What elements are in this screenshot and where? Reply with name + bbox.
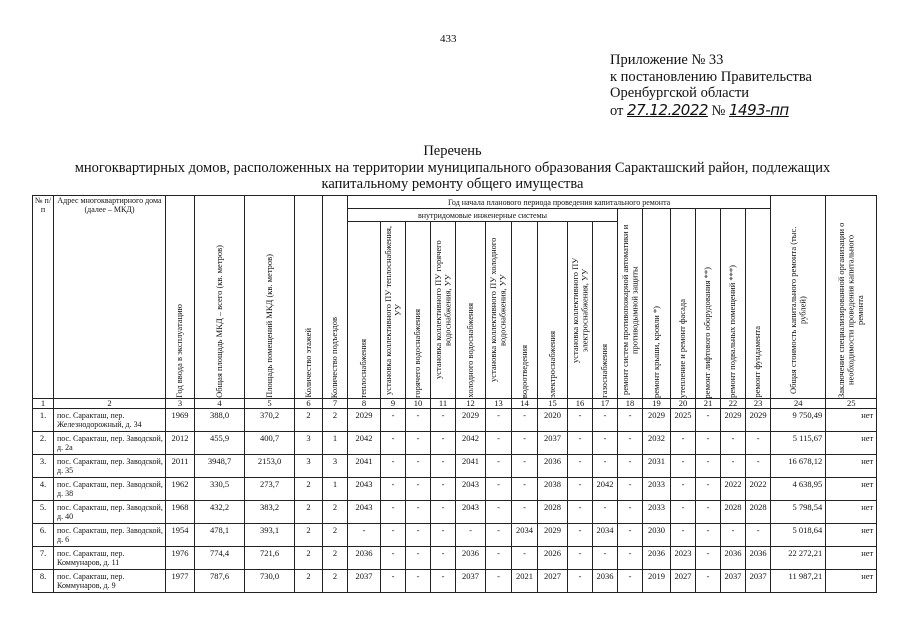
head-hot-water-meter: установка коллективного ПУ горячего водоснабжения, УУ xyxy=(431,222,456,399)
head-no: № п/п xyxy=(33,196,54,399)
table-cell: - xyxy=(618,478,643,501)
head-basement: ремонт подвальных помещений ***) xyxy=(721,209,746,399)
table-row xyxy=(33,409,877,432)
column-number: 16 xyxy=(568,399,593,409)
table-cell: 388,0 xyxy=(195,409,245,432)
table-cell: 1962 xyxy=(166,478,195,501)
handwritten-number: 1493-пп xyxy=(729,100,789,119)
table-cell: 330,5 xyxy=(195,478,245,501)
table-cell: 5 798,54 xyxy=(771,501,826,524)
column-number: 2 xyxy=(54,399,166,409)
table-cell: - xyxy=(568,478,593,501)
row-address: пос. Саракташ, пер. Заводской, д. 2а xyxy=(54,432,166,455)
table-cell: - xyxy=(486,455,512,478)
table-cell: - xyxy=(568,524,593,547)
table-cell: - xyxy=(696,524,721,547)
table-cell: - xyxy=(381,409,406,432)
table-cell: 432,2 xyxy=(195,501,245,524)
row-address: пос. Саракташ, пер. Заводской, д. 6 xyxy=(54,524,166,547)
table-cell: 2038 xyxy=(538,478,568,501)
table-cell: - xyxy=(696,570,721,593)
table-cell: 11 987,21 xyxy=(771,570,826,593)
table-cell: - xyxy=(381,478,406,501)
appendix-ot: от xyxy=(610,102,624,119)
table-cell: нет xyxy=(826,478,877,501)
row-address: пос. Саракташ, пер. Коммунаров, д. 9 xyxy=(54,570,166,593)
table-cell: - xyxy=(746,432,771,455)
column-number: 3 xyxy=(166,399,195,409)
table-cell: - xyxy=(431,570,456,593)
table-cell: - xyxy=(568,432,593,455)
table-cell: нет xyxy=(826,570,877,593)
table-cell: 721,6 xyxy=(245,547,295,570)
table-cell: 3 xyxy=(295,432,323,455)
table-cell: 3 xyxy=(295,455,323,478)
table-cell: 2153,0 xyxy=(245,455,295,478)
table-cell: - xyxy=(512,547,538,570)
table-cell: - xyxy=(406,478,431,501)
table-cell: 2036 xyxy=(643,547,671,570)
column-number: 8 xyxy=(348,399,381,409)
row-number: 6. xyxy=(33,524,54,547)
table-cell: - xyxy=(381,524,406,547)
column-number: 14 xyxy=(512,399,538,409)
table-cell: 2027 xyxy=(538,570,568,593)
table-cell: 2028 xyxy=(721,501,746,524)
table-cell: - xyxy=(618,409,643,432)
table-cell: - xyxy=(406,409,431,432)
table-cell: - xyxy=(593,455,618,478)
table-cell: - xyxy=(721,455,746,478)
table-cell: - xyxy=(721,432,746,455)
column-number: 21 xyxy=(696,399,721,409)
table-cell: 2043 xyxy=(348,478,381,501)
column-number: 1 xyxy=(33,399,54,409)
table-cell: 2041 xyxy=(348,455,381,478)
table-cell: 2020 xyxy=(538,409,568,432)
table-cell: 9 750,49 xyxy=(771,409,826,432)
row-number: 7. xyxy=(33,547,54,570)
table-row xyxy=(33,455,877,478)
table-cell: нет xyxy=(826,501,877,524)
table-body xyxy=(33,399,877,593)
table-cell: 2042 xyxy=(348,432,381,455)
table-row xyxy=(33,478,877,501)
table-cell: 2034 xyxy=(512,524,538,547)
head-total-area: Общая площадь МКД – всего (кв. метров) xyxy=(195,196,245,399)
table-cell: - xyxy=(512,455,538,478)
table-cell: 2 xyxy=(323,409,348,432)
table-cell: нет xyxy=(826,409,877,432)
table-cell: 16 678,12 xyxy=(771,455,826,478)
table-cell: - xyxy=(568,455,593,478)
table-cell: нет xyxy=(826,547,877,570)
table-cell: - xyxy=(512,478,538,501)
table-cell: - xyxy=(671,432,696,455)
table-cell: - xyxy=(696,501,721,524)
column-number: 20 xyxy=(671,399,696,409)
table-cell: 2022 xyxy=(721,478,746,501)
table-cell: 2025 xyxy=(671,409,696,432)
table-cell: - xyxy=(593,501,618,524)
table-cell: 393,1 xyxy=(245,524,295,547)
table-cell: 5 018,64 xyxy=(771,524,826,547)
table-cell: - xyxy=(618,432,643,455)
row-address: пос. Саракташ, пер. Заводской, д. 35 xyxy=(54,455,166,478)
table-cell: 1969 xyxy=(166,409,195,432)
head-total-cost: Общая стоимость капитального ремонта (тыс. рублей) xyxy=(771,196,826,399)
appendix-line-4 xyxy=(610,102,812,120)
appendix-line-3: Оренбургской области xyxy=(610,85,750,101)
table-cell: 787,6 xyxy=(195,570,245,593)
table-cell: 2042 xyxy=(456,432,486,455)
appendix-number-sign: № xyxy=(711,102,726,119)
appendix-line-1: Приложение № 33 xyxy=(610,52,724,68)
table-cell: 2019 xyxy=(643,570,671,593)
table-cell: 2012 xyxy=(166,432,195,455)
page-number: 433 xyxy=(440,33,457,45)
row-address: пос. Саракташ, пер. Коммунаров, д. 11 xyxy=(54,547,166,570)
table-cell: 1968 xyxy=(166,501,195,524)
head-conclusion: Заключение специализированной организации о необходимости проведения капитального ремонта xyxy=(826,196,877,399)
row-number: 5. xyxy=(33,501,54,524)
table-cell: - xyxy=(406,524,431,547)
table-cell: 2028 xyxy=(746,501,771,524)
table-cell: - xyxy=(746,524,771,547)
table-cell: - xyxy=(406,432,431,455)
head-roof: ремонт крыши, кровли *) xyxy=(643,209,671,399)
table-cell: - xyxy=(618,455,643,478)
table-cell: - xyxy=(618,547,643,570)
head-floors: Количество этажей xyxy=(295,196,323,399)
head-address: Адрес многоквартирного дома (далее – МКД) xyxy=(54,196,166,399)
column-number: 11 xyxy=(431,399,456,409)
table-cell: - xyxy=(431,455,456,478)
column-number: 6 xyxy=(295,399,323,409)
table-cell: 1976 xyxy=(166,547,195,570)
table-cell: 2 xyxy=(295,478,323,501)
column-number: 15 xyxy=(538,399,568,409)
table-cell: 2036 xyxy=(348,547,381,570)
table-cell: - xyxy=(381,501,406,524)
table-cell: 2 xyxy=(295,409,323,432)
row-number: 4. xyxy=(33,478,54,501)
table-cell: 2029 xyxy=(721,409,746,432)
head-cold-water-meter: установка коллективного ПУ холодного водоснабжения, УУ xyxy=(486,222,512,399)
column-number: 17 xyxy=(593,399,618,409)
table-cell: 2023 xyxy=(671,547,696,570)
table-cell: 2037 xyxy=(721,570,746,593)
table-cell: - xyxy=(486,409,512,432)
table-cell: нет xyxy=(826,524,877,547)
table-cell: - xyxy=(486,478,512,501)
table-row xyxy=(33,524,877,547)
table-cell: 2 xyxy=(323,570,348,593)
table-cell: 2 xyxy=(323,501,348,524)
table-cell: нет xyxy=(826,432,877,455)
table-cell: - xyxy=(431,409,456,432)
table-cell: 2033 xyxy=(643,501,671,524)
table-cell: - xyxy=(512,409,538,432)
table-cell: - xyxy=(696,547,721,570)
row-number: 2. xyxy=(33,432,54,455)
table-cell: 1977 xyxy=(166,570,195,593)
table-cell: 2 xyxy=(295,570,323,593)
table-cell: - xyxy=(381,455,406,478)
table-cell: 2036 xyxy=(746,547,771,570)
row-address: пос. Саракташ, пер. Заводской, д. 40 xyxy=(54,501,166,524)
column-number: 22 xyxy=(721,399,746,409)
table-cell: 2022 xyxy=(746,478,771,501)
table-cell: 2 xyxy=(295,547,323,570)
table-cell: - xyxy=(593,432,618,455)
document-title xyxy=(30,143,875,193)
table-cell: 22 272,21 xyxy=(771,547,826,570)
table-cell: - xyxy=(486,570,512,593)
column-number: 18 xyxy=(618,399,643,409)
table-cell: нет xyxy=(826,455,877,478)
head-premises-area: Площадь помещений МКД (кв. метров) xyxy=(245,196,295,399)
table-cell: 2029 xyxy=(456,409,486,432)
table-cell: - xyxy=(568,501,593,524)
table-cell: 2021 xyxy=(512,570,538,593)
table-cell: - xyxy=(618,524,643,547)
table-cell: - xyxy=(671,524,696,547)
table-cell: - xyxy=(512,501,538,524)
table-cell: 478,1 xyxy=(195,524,245,547)
table-cell: 1 xyxy=(323,478,348,501)
table-cell: 2043 xyxy=(348,501,381,524)
column-number: 9 xyxy=(381,399,406,409)
table-cell: 2037 xyxy=(456,570,486,593)
table-cell: 2032 xyxy=(643,432,671,455)
table-cell: - xyxy=(721,524,746,547)
table-cell: 273,7 xyxy=(245,478,295,501)
table-row xyxy=(33,501,877,524)
table-cell: - xyxy=(381,570,406,593)
table-cell: 383,2 xyxy=(245,501,295,524)
head-foundation: ремонт фундамента xyxy=(746,209,771,399)
table-row xyxy=(33,547,877,570)
column-number: 19 xyxy=(643,399,671,409)
table-cell: 2041 xyxy=(456,455,486,478)
table-cell: 774,4 xyxy=(195,547,245,570)
table-cell: 2037 xyxy=(538,432,568,455)
table-cell: 3948,7 xyxy=(195,455,245,478)
head-fire-systems: ремонт систем противопожарной автоматики и противодымной защиты xyxy=(618,209,643,399)
table-cell: - xyxy=(381,547,406,570)
table-cell: 2042 xyxy=(593,478,618,501)
table-cell: - xyxy=(696,478,721,501)
column-number: 23 xyxy=(746,399,771,409)
head-elevator: ремонт лифтового оборудования **) xyxy=(696,209,721,399)
table-cell: - xyxy=(696,432,721,455)
column-number: 24 xyxy=(771,399,826,409)
row-number: 3. xyxy=(33,455,54,478)
table-cell: - xyxy=(431,501,456,524)
head-heat: теплоснабжения xyxy=(348,222,381,399)
table-cell: 2036 xyxy=(593,570,618,593)
table-cell: 2026 xyxy=(538,547,568,570)
table-cell: - xyxy=(406,570,431,593)
table-cell: - xyxy=(486,524,512,547)
head-year: Год ввода в эксплуатацию xyxy=(166,196,195,399)
table-cell: - xyxy=(431,547,456,570)
table-cell: 2033 xyxy=(643,478,671,501)
column-number: 4 xyxy=(195,399,245,409)
column-number: 13 xyxy=(486,399,512,409)
table-cell: - xyxy=(456,524,486,547)
table-cell: - xyxy=(431,478,456,501)
row-address: пос. Саракташ, пер. Железнодорожный, д. 34 xyxy=(54,409,166,432)
table-cell: 2029 xyxy=(348,409,381,432)
table-cell: - xyxy=(512,432,538,455)
table-row xyxy=(33,570,877,593)
table-cell: 3 xyxy=(323,455,348,478)
table-cell: 4 638,95 xyxy=(771,478,826,501)
table-cell: 2037 xyxy=(746,570,771,593)
table-cell: - xyxy=(486,547,512,570)
title-line-1: Перечень xyxy=(423,143,482,159)
appendix-block xyxy=(610,52,812,119)
column-number: 25 xyxy=(826,399,877,409)
table-cell: - xyxy=(348,524,381,547)
column-number: 12 xyxy=(456,399,486,409)
table-cell: - xyxy=(486,432,512,455)
buildings-table xyxy=(32,195,877,593)
head-heat-meter: установка коллективного ПУ теплоснабжения, УУ xyxy=(381,222,406,399)
table-cell: - xyxy=(618,501,643,524)
table-cell: 2036 xyxy=(538,455,568,478)
table-cell: 2031 xyxy=(643,455,671,478)
row-address: пос. Саракташ, пер. Заводской, д. 38 xyxy=(54,478,166,501)
head-group-title: Год начала планового периода проведения капитального ремонта xyxy=(348,196,771,209)
table-cell: 2036 xyxy=(721,547,746,570)
table-cell: 5 115,67 xyxy=(771,432,826,455)
table-cell: 2 xyxy=(323,547,348,570)
table-cell: - xyxy=(671,501,696,524)
table-cell: - xyxy=(671,478,696,501)
table-cell: 2029 xyxy=(538,524,568,547)
table-cell: 2034 xyxy=(593,524,618,547)
table-cell: - xyxy=(406,501,431,524)
column-number-row xyxy=(33,399,877,409)
table-cell: - xyxy=(406,455,431,478)
table-cell: 2 xyxy=(295,501,323,524)
table-cell: 2037 xyxy=(348,570,381,593)
head-electricity-meter: установка коллективного ПУ электроснабжения, УУ xyxy=(568,222,593,399)
table-cell: 2043 xyxy=(456,501,486,524)
head-facade: утепление и ремонт фасада xyxy=(671,209,696,399)
table-cell: 2027 xyxy=(671,570,696,593)
handwritten-date: 27.12.2022 xyxy=(627,100,708,119)
table-cell: - xyxy=(593,547,618,570)
head-entrances: Количество подъездов xyxy=(323,196,348,399)
table-cell: - xyxy=(593,409,618,432)
table-cell: - xyxy=(671,455,696,478)
column-number: 10 xyxy=(406,399,431,409)
table-cell: - xyxy=(696,409,721,432)
column-number: 5 xyxy=(245,399,295,409)
table-cell: - xyxy=(746,455,771,478)
title-line-3: капитальному ремонту общего имущества xyxy=(321,176,584,192)
table-cell: 2029 xyxy=(746,409,771,432)
table-cell: 2030 xyxy=(643,524,671,547)
table-cell: - xyxy=(381,432,406,455)
table-cell: - xyxy=(568,570,593,593)
table-cell: - xyxy=(568,409,593,432)
table-cell: 2 xyxy=(323,524,348,547)
table-row xyxy=(33,432,877,455)
head-subgroup-title: внутридомовые инженерные системы xyxy=(348,209,618,222)
table-cell: - xyxy=(696,455,721,478)
row-number: 8. xyxy=(33,570,54,593)
table-cell: - xyxy=(618,570,643,593)
head-cold-water: холодного водоснабжения xyxy=(456,222,486,399)
table-cell: - xyxy=(568,547,593,570)
appendix-line-2: к постановлению Правительства xyxy=(610,68,812,85)
table-cell: - xyxy=(431,524,456,547)
table-cell: - xyxy=(431,432,456,455)
column-number: 7 xyxy=(323,399,348,409)
table-cell: 2029 xyxy=(643,409,671,432)
table-cell: 2043 xyxy=(456,478,486,501)
table-cell: 2 xyxy=(295,524,323,547)
table-cell: 730,0 xyxy=(245,570,295,593)
table-cell: 1 xyxy=(323,432,348,455)
head-drainage: водоотведения xyxy=(512,222,538,399)
table-cell: - xyxy=(406,547,431,570)
table-cell: 2011 xyxy=(166,455,195,478)
table-cell: - xyxy=(486,501,512,524)
head-gas: газоснабжения xyxy=(593,222,618,399)
table-cell: 1954 xyxy=(166,524,195,547)
head-hot-water: горячего водоснабжения xyxy=(406,222,431,399)
table-cell: 2028 xyxy=(538,501,568,524)
table-cell: 370,2 xyxy=(245,409,295,432)
head-electricity: электроснабжения xyxy=(538,222,568,399)
row-number: 1. xyxy=(33,409,54,432)
table-cell: 2036 xyxy=(456,547,486,570)
table-cell: 455,9 xyxy=(195,432,245,455)
table-cell: 400,7 xyxy=(245,432,295,455)
title-line-2: многоквартирных домов, расположенных на территории муниципального образования Саракташский район, подлежащих xyxy=(74,159,831,176)
